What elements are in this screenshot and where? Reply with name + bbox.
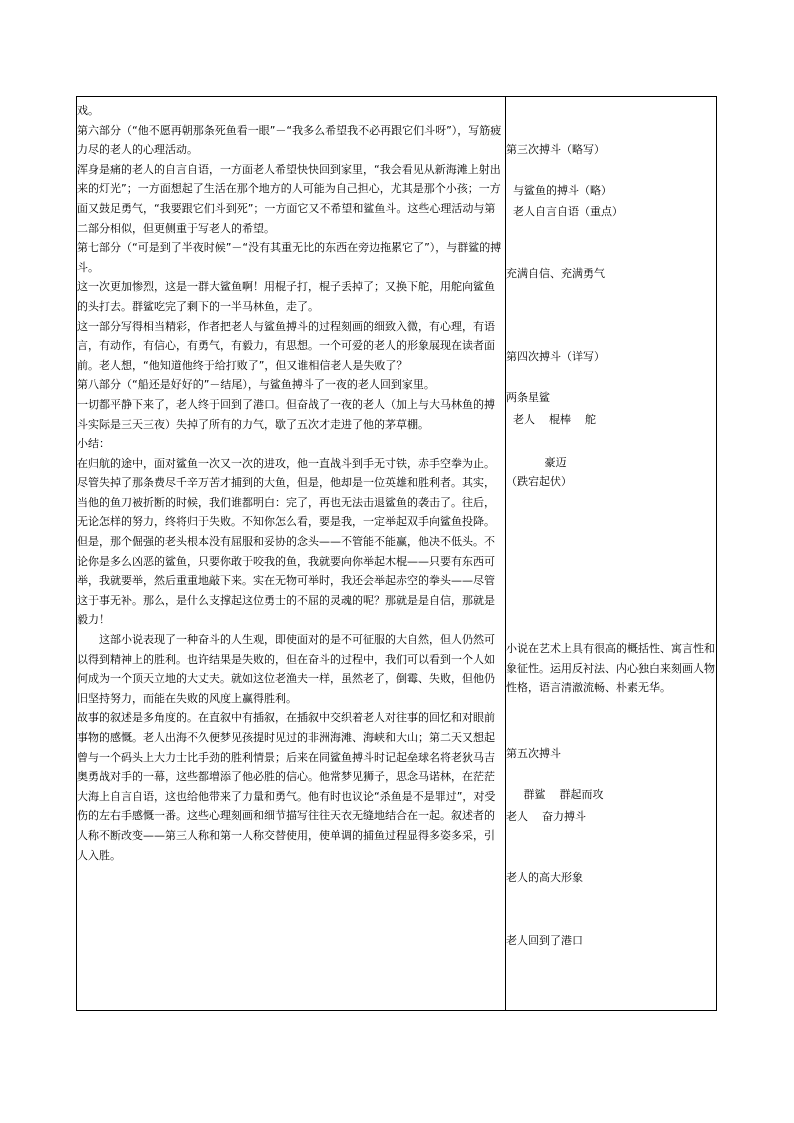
text-paragraph: 这一部分写得相当精彩，作者把老人与鲨鱼搏斗的过程刻画的细致入微，有心理，有语言，有动作，有信心，有勇气，有毅力，有思想。一个可爱的老人的形象展现在读者面前。老人想，“他知道他终于给打败了”，但又谁相信老人是失败了？: [77, 319, 495, 372]
note-item: 老人 奋力搏斗: [506, 810, 586, 823]
note-item: 第五次搏斗: [506, 747, 561, 760]
note-item: 老人回到了港口: [506, 934, 583, 947]
text-paragraph: 这一次更加惨烈，这是一群大鲨鱼啊！用棍子打，棍子丢掉了；又换下舵，用舵向鲨鱼的头打去。群鲨吃完了剩下的一半马林鱼，走了。: [77, 280, 495, 313]
note-item: 老人的高大形象: [506, 871, 583, 884]
note-item: 第三次搏斗（略写）: [506, 143, 605, 156]
note-item: 充满自信、充满勇气: [506, 267, 605, 280]
text-paragraph: 这部小说表现了一种奋斗的人生观，即使面对的是不可征服的大自然，但人仍然可以得到精神上的胜利。也许结果是失败的，但在奋斗的过程中，我们可以看到一个人如何成为一个顶天立地的大丈夫。就如这位老渔夫一样，虽然老了，倒霉、失败，但他仍旧坚持努力，而能在失败的风度上赢得胜利。: [77, 633, 495, 705]
text-paragraph: 第六部分（“他不愿再朝那条死鱼看一眼”－“我多么希望我不必再跟它们斗呀”），写筋疲力尽的老人的心理活动。: [77, 123, 502, 157]
note-item: 豪迈: [506, 456, 567, 469]
text-paragraph: 一切都平静下来了，老人终于回到了港口。但奋战了一夜的老人（加上与大马林鱼的搏斗实际是三天三夜）失掉了所有的力气，歇了五次才走进了他的茅草棚。: [77, 397, 495, 431]
note-item: 老人自言自语（重点）: [506, 205, 623, 218]
note-item: （跌宕起伏）: [506, 475, 572, 488]
note-item: 第四次搏斗（详写）: [506, 350, 605, 363]
main-text-column: [77, 101, 503, 865]
summary-heading: 小结：: [77, 437, 110, 451]
text-paragraph: 第八部分（“船还是好好的”－结尾），与鲨鱼搏斗了一夜的老人回到家里。: [77, 378, 435, 392]
note-item: 小说在艺术上具有很高的概括性、寓言性和象征性。运用反衬法、内心独白来刻画人物性格，语言清澈流畅、朴素无华。: [506, 642, 715, 695]
note-item: 两条星鲨: [506, 391, 550, 404]
note-item: 与鲨鱼的搏斗（略）: [506, 184, 612, 197]
text-paragraph: 第七部分（“可是到了半夜时候”－“没有其重无比的东西在旁边拖累它了”），与群鲨的搏斗。: [77, 241, 502, 274]
note-item: 群鲨 群起而攻: [506, 788, 604, 801]
text-paragraph: 故事的叙述是多角度的。在直叙中有插叙，在插叙中交织着老人对往事的回忆和对眼前事物的感慨。老人出海不久便梦见孩提时见过的非洲海滩、海峡和大山；第二天又想起曾与一个码头上大力士比手劲的胜利情景；后来在同鲨鱼搏斗时记起垒球名将老狄马吉奥勇战对手的一幕，这些都增添了他必胜的信心。他常梦见狮子，思念马诺林，在茫茫大海上自言自语，这也给他带来了力量和勇气。他有时也议论“杀鱼是不是罪过”，对受伤的左右手感慨一番。这些心理刻画和细节描写往往天衣无缝地结合在一起。叙述者的人称不断改变——第三人称和第一人称交替使用，使单调的捕鱼过程显得多姿多采，引人入胜。: [77, 711, 496, 862]
text-paragraph: 戏。: [77, 104, 99, 117]
text-paragraph: 浑身是痛的老人的自言自语，一方面老人希望快快回到家里，“我会看见从新海滩上射出来的灯光”；一方面想起了生活在那个地方的人可能为自己担心，尤其是那个小孩；一方面又鼓足勇气，“我要跟它们斗到死”；一方面它又不希望和鲨鱼斗。这些心理活动与第二部分相似，但更侧重于写老人的希望。: [77, 162, 501, 235]
text-paragraph: 在归航的途中，面对鲨鱼一次又一次的进攻，他一直战斗到手无寸铁，赤手空拳为止。尽管失掉了那条费尽千辛万苦才捕到的大鱼，但是，他却是一位英雄和胜利者。其实，当他的鱼刀被折断的时候，我们谁都明白：完了，再也无法击退鲨鱼的袭击了。往后，无论怎样的努力，终将归于失败。不知你怎么看，要是我，一定举起双手向鲨鱼投降。但是，那个倔强的老头根本没有屈服和妥协的念头——不管能不能赢，他决不低头。不论你是多么凶恶的鲨鱼，只要你敢于咬我的鱼，我就要向你举起木棍——只要有东西可举，我就要举，然后重重地敲下来。实在无物可举时，我还会举起赤空的拳头——尽管这于事无补。那么，是什么支撑起这位勇士的不屈的灵魂的呢？那就是是自信，那就是毅力！: [77, 456, 495, 627]
note-item: 老人 棍棒 舵: [506, 413, 596, 426]
